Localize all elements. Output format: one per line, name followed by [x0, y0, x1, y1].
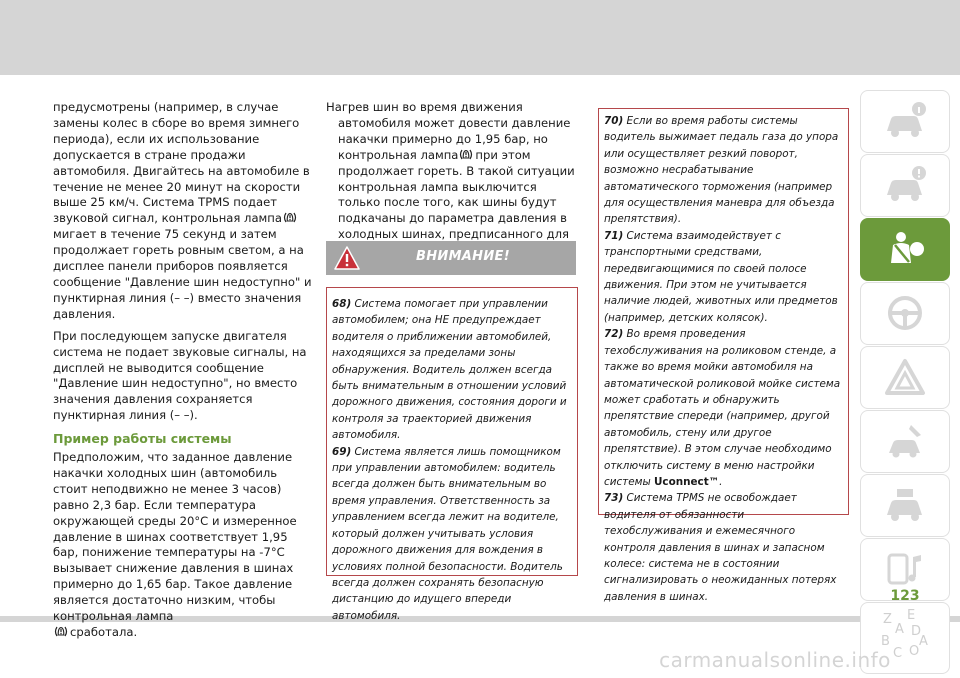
left-text-column: [53, 100, 313, 641]
middle-text-column: [326, 100, 578, 259]
warning-item-73: 73) Система TPMS не освобождает водителя от обязанности техобслуживания и ежемесячного контроля давления в шинах и запасном колесе: система не в состоянии сигнализировать о неожиданных потерях давления в шинах.: [604, 492, 837, 603]
warning-item-68: 68) Система помогает при управлении автомобилем; она НЕ предупреждает водителя о приближении автомобилей, находящихся за пределами зоны обнаружения. Водитель должен всегда быть внимательным в отношении условий дорожного движения, состояния дороги и контроля за траекторией движения автомобиля.: [332, 298, 567, 442]
tab-emergency[interactable]: [860, 346, 950, 409]
tab-driving[interactable]: [860, 282, 950, 345]
tab-safety[interactable]: [860, 218, 950, 281]
watermark: carmanualsonline.info: [659, 648, 891, 672]
car-info-icon: [883, 101, 927, 141]
warning-title: ВНИМАНИЕ!: [416, 249, 510, 264]
top-grey-band: [0, 0, 960, 75]
svg-text:C: C: [893, 646, 903, 661]
tab-car-warning[interactable]: [860, 154, 950, 217]
wrench-car-icon: [883, 421, 927, 461]
tpms-warning-lamp-icon: [54, 626, 68, 637]
paragraph-tpms-activation: предусмотрены (например, в случае замены колес в сборе во время зимнего периода), если их использование допускается в стране продажи автомобиля. Двигайтесь на автомобиле в течение не менее 20 минут на скорости выше 25 км/ч. Система TPMS подает звуковой сигнал, контрольная лампамигает в течение 75 секунд и затем продолжает гореть ровным светом, а на дисплее панели приборов появляется сообщение "Давление шин недоступно" и пунктирная линия (– –) вместо значения давления.: [53, 100, 312, 321]
warning-item-71: 71) Система взаимодействует с транспортными средствами, передвигающимися по своей полосе движения. При этом не учитывается наличие людей, животных или предметов (например, детских колясок).: [604, 229, 838, 324]
tpms-warning-lamp-icon: [459, 149, 473, 160]
warning-box-70-73: [598, 108, 849, 603]
uconnect-brand: Uconnect™: [653, 475, 720, 488]
warning-box-68-69: [326, 287, 578, 622]
paragraph-next-start: При последующем запуске двигателя система не подает звуковые сигналы, на дисплей не выводится сообщение "Давление шин недоступно", но вместо значения давления сохраняется пунктирная линия (– –).: [53, 328, 307, 423]
svg-text:B: B: [881, 634, 890, 649]
warning-item-70: 70) Если во время работы системы водитель выжимает педаль газа до упора или осуществляет резкий поворот, возможно несрабатывание автоматического торможения (например для осуществления маневра для объезда препятствия).: [604, 115, 839, 226]
svg-text:A: A: [919, 634, 928, 649]
warning-item-72: 72) Во время проведения техобслуживания на роликовом стенде, а также во время мойки автомобиля на автоматической роликовой мойке система может сработать и обнаружить препятствие спереди (например, другой автомобиль, стену или другое препятствие). В этом случае необходимо отключить систему в меню настройки системы Uconnect™.: [604, 328, 841, 488]
tpms-warning-lamp-icon: [283, 212, 297, 223]
tab-maintenance[interactable]: [860, 410, 950, 473]
hazard-triangle-icon: [883, 357, 927, 397]
warning-header-bar: [326, 241, 576, 275]
page-number: 123: [890, 588, 920, 604]
section-heading: Пример работы системы: [53, 431, 232, 447]
music-phone-icon: [883, 549, 927, 589]
warning-item-69: 69) Система является лишь помощником при управлении автомобилем: водитель всегда должен быть внимательным во время управления. Ответственность за управлением всегда лежит на водителе, который должен учитывать условия дорожного движения для вождения в условиях полной безопасности. Водитель всегда должен сохранять безопасную дистанцию до идущего впереди автомобиля.: [332, 445, 563, 622]
tab-car-info[interactable]: [860, 90, 950, 153]
car-spec-icon: [883, 485, 927, 525]
svg-text:E: E: [907, 609, 916, 623]
warning-triangle-icon: [334, 245, 360, 271]
svg-text:D: D: [911, 624, 922, 639]
car-warning-icon: [883, 165, 927, 205]
svg-text:A: A: [895, 622, 904, 637]
paragraph-example: Предположим, что заданное давление накачки холодных шин (автомобиль стоит неподвижно не менее 3 часов) равно 2,3 бар. Если температура окружающей среды 20°C и измеренное давление в шинах соответствует 1,95 бар, понижение температуры на -7°C вызывает снижение давления в шинах примерно до 1,65 бар. Такое давление является достаточно низким, чтобы контрольная лампа сработала.: [53, 450, 297, 639]
svg-text:O: O: [909, 644, 920, 659]
seatbelt-airbag-icon: [883, 229, 927, 269]
steering-wheel-icon: [883, 293, 927, 333]
tab-specifications[interactable]: [860, 474, 950, 537]
svg-text:Z: Z: [883, 612, 892, 627]
paragraph-tire-heating: Нагрев шин во время движения автомобиля может довести давление накачки примерно до 1,95 бар, но контрольная лампа при этом продолжает гореть. В такой ситуации контрольная лампа выключится только после того, как шины будут подкачаны до параметра давления в холодных шинах, предписанного для: [326, 100, 575, 242]
